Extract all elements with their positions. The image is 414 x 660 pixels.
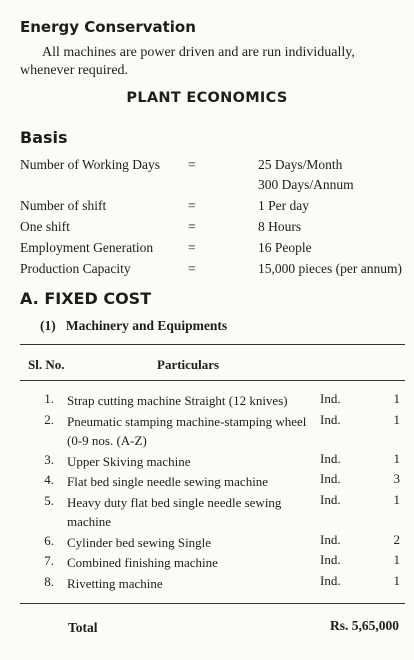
energy-conservation-heading: Energy Conservation <box>20 18 196 36</box>
table-header-rule <box>20 380 405 381</box>
table-top-rule <box>20 344 405 345</box>
row-particulars: Heavy duty flat bed single needle sewing machine <box>67 495 282 529</box>
row-particulars: Upper Skiving machine <box>67 454 191 469</box>
row-number: 8. <box>44 574 54 589</box>
basis-label: Number of shift <box>20 198 107 213</box>
row-number: 4. <box>44 472 54 487</box>
basis-heading: Basis <box>20 128 68 147</box>
row-unit: Ind. <box>320 412 341 427</box>
row-quantity: 1 <box>393 573 400 588</box>
row-number: 7. <box>44 553 54 568</box>
row-unit: Ind. <box>320 471 341 486</box>
row-particulars: Rivetting machine <box>67 576 163 591</box>
table-total-rule <box>20 603 405 604</box>
basis-value: 8 Hours <box>258 219 302 234</box>
row-unit: Ind. <box>320 532 341 547</box>
row-quantity: 2 <box>393 532 400 547</box>
basis-value: 16 People <box>258 240 312 255</box>
row-number: 5. <box>44 493 54 508</box>
basis-value: 300 Days/Annum <box>258 177 354 192</box>
row-particulars: Pneumatic stamping machine-stamping wheel (0-9 nos. (A-Z) <box>67 414 307 448</box>
row-quantity: 3 <box>393 471 400 486</box>
total-value: Rs. 5,65,000 <box>330 618 400 633</box>
basis-value: 25 Days/Month <box>258 157 343 172</box>
energy-conservation-text: All machines are power driven and are run individually, whenever required. <box>20 45 355 78</box>
basis-value: 15,000 pieces (per annum) <box>258 261 402 276</box>
row-particulars: Cylinder bed sewing Single <box>67 535 212 550</box>
basis-equals: = <box>188 240 196 255</box>
row-number: 3. <box>44 452 54 467</box>
column-header-particulars: Particulars <box>157 357 220 372</box>
basis-label: One shift <box>20 219 70 234</box>
row-quantity: 1 <box>393 552 400 567</box>
row-unit: Ind. <box>320 451 341 466</box>
column-header-slno: Sl. No. <box>28 357 65 372</box>
basis-label: Number of Working Days <box>20 157 161 172</box>
row-unit: Ind. <box>320 492 341 507</box>
machinery-subheading: (1) Machinery and Equipments <box>40 318 228 333</box>
row-particulars: Flat bed single needle sewing machine <box>67 474 269 489</box>
row-number: 2. <box>44 412 54 427</box>
basis-label: Production Capacity <box>20 261 131 276</box>
fixed-cost-heading: A. FIXED COST <box>20 289 152 308</box>
row-quantity: 1 <box>393 492 400 507</box>
row-quantity: 1 <box>393 412 400 427</box>
row-quantity: 1 <box>393 451 400 466</box>
row-unit: Ind. <box>320 391 341 406</box>
row-unit: Ind. <box>320 552 341 567</box>
row-quantity: 1 <box>393 391 400 406</box>
row-particulars: Combined finishing machine <box>67 555 218 570</box>
basis-equals: = <box>188 219 196 234</box>
plant-economics-heading: PLANT ECONOMICS <box>126 90 288 106</box>
basis-label: Employment Generation <box>20 240 154 255</box>
total-label: Total <box>68 620 98 635</box>
basis-equals: = <box>188 261 196 276</box>
basis-equals: = <box>188 157 196 172</box>
row-unit: Ind. <box>320 573 341 588</box>
row-particulars: Strap cutting machine Straight (12 knives) <box>67 393 288 408</box>
row-number: 1. <box>44 391 54 406</box>
basis-equals: = <box>188 198 196 213</box>
row-number: 6. <box>44 533 54 548</box>
basis-value: 1 Per day <box>258 198 309 213</box>
